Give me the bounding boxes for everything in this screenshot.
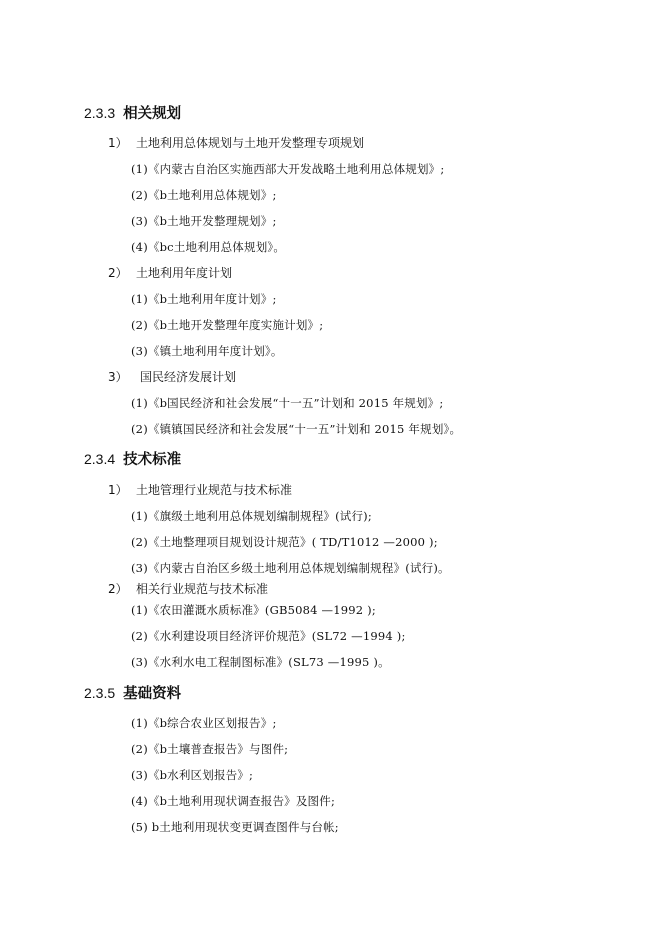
subsection-label: 土地利用年度计划 [136,266,233,280]
list-item: (1)《b综合农业区划报告》; [131,716,277,730]
section-number: 2.3.4 [84,451,116,467]
list-item: (4)《bc土地利用总体规划》。 [131,240,286,254]
subsection-heading [108,134,364,152]
list-item: (1)《内蒙古自治区实施西部大开发战略土地利用总体规划》; [131,162,445,176]
section-title: 基础资料 [123,686,182,702]
list-item: (1)《农田灌溉水质标准》(GB5084 —1992 ); [131,603,376,617]
list-item: (3)《b土地开发整理规划》; [131,214,277,228]
list-item: (3)《内蒙古自治区乡级土地利用总体规划编制规程》(试行)。 [131,561,450,575]
subsection-marker: 2） [108,582,128,596]
subsection-marker: 1） [108,483,128,497]
subsection-heading [108,368,236,386]
list-item: (2)《b土地利用总体规划》; [131,188,277,202]
section-heading [84,682,181,704]
subsection-label: 相关行业规范与技术标准 [136,582,269,596]
subsection-label: 土地利用总体规划与土地开发整理专项规划 [136,136,365,150]
list-item: (5) b土地利用现状变更调查图件与台帐; [131,820,339,834]
list-item: (4)《b土地利用现状调查报告》及图件; [131,794,336,808]
subsection-marker: 3） [108,370,128,384]
list-item: (3)《镇土地利用年度计划》。 [131,344,283,358]
section-title: 技术标准 [123,452,182,468]
section-title: 相关规划 [123,106,182,122]
list-item: (2)《水利建设项目经济评价规范》(SL72 —1994 ); [131,629,406,643]
list-item: (1)《b土地利用年度计划》; [131,292,277,306]
list-item: (2)《土地整理项目规划设计规范》( TD/T1012 —2000 ); [131,535,438,549]
list-item: (2)《b土地开发整理年度实施计划》; [131,318,324,332]
list-item: (1)《b国民经济和社会发展“十一五”计划和 2015 年规划》; [131,396,444,410]
subsection-marker: 1） [108,136,128,150]
section-heading [84,448,181,470]
list-item: (2)《b土壤普查报告》与图件; [131,742,289,756]
list-item: (3)《b水利区划报告》; [131,768,254,782]
subsection-label: 国民经济发展计划 [140,370,237,384]
subsection-heading [108,481,292,499]
subsection-heading [108,264,232,282]
section-number: 2.3.5 [84,685,116,701]
section-heading [84,102,181,124]
list-item: (1)《旗级土地利用总体规划编制规程》(试行); [131,509,372,523]
list-item: (2)《镇镇国民经济和社会发展“十一五”计划和 2015 年规划》。 [131,422,462,436]
subsection-marker: 2） [108,266,128,280]
subsection-heading [108,580,268,598]
subsection-label: 土地管理行业规范与技术标准 [136,483,293,497]
list-item: (3)《水利水电工程制图标准》(SL73 —1995 )。 [131,655,390,669]
section-number: 2.3.3 [84,105,116,121]
